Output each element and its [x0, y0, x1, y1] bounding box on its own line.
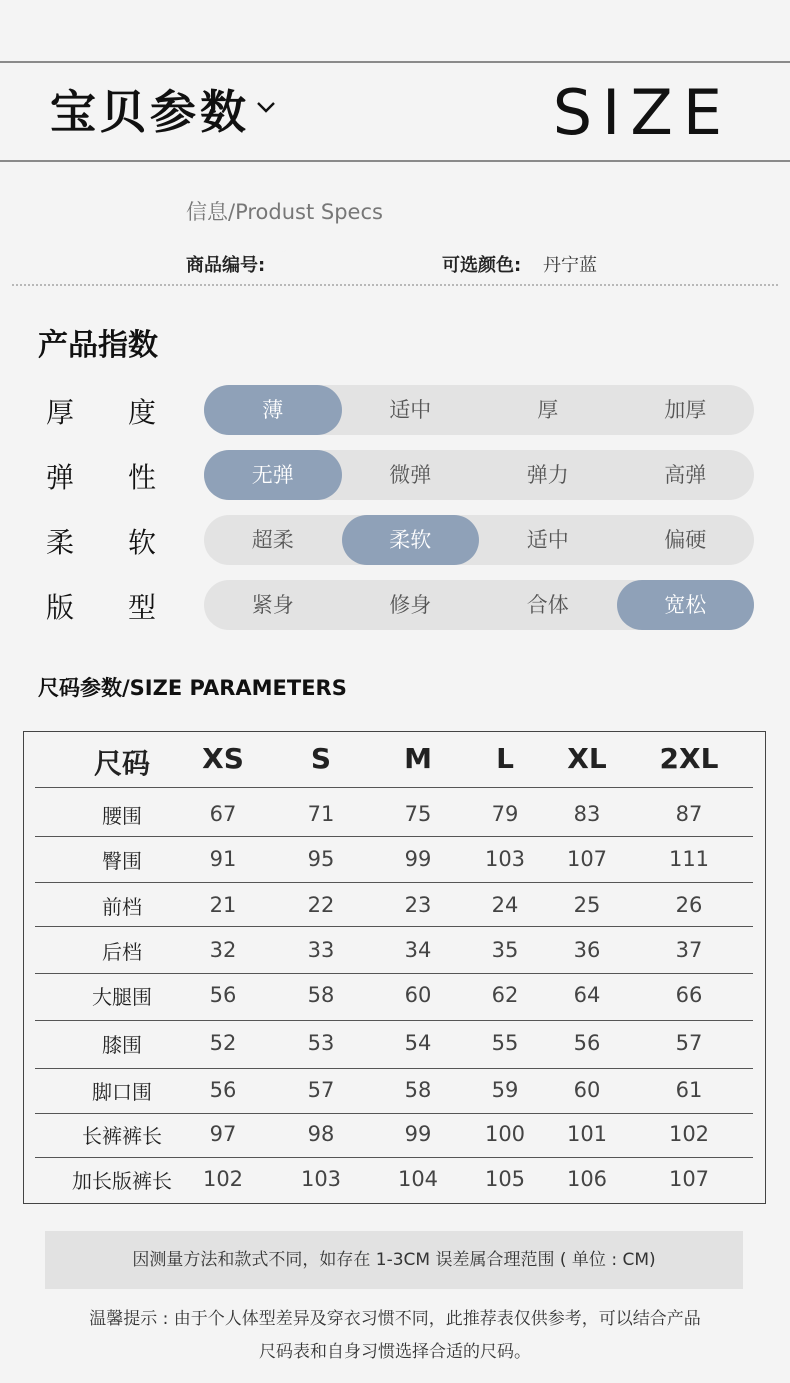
index-row-label-char: 度: [127, 396, 156, 429]
index-row-label-char: 版: [46, 591, 75, 624]
index-option: 合体: [526, 593, 569, 617]
size-value-cell: 111: [668, 847, 710, 871]
size-value-cell: 34: [404, 938, 432, 962]
index-row-label-char: 型: [127, 591, 156, 624]
size-column-header: 2XL: [659, 742, 719, 775]
size-value-cell: 26: [675, 893, 703, 917]
size-value-cell: 37: [675, 938, 703, 962]
size-value-cell: 56: [209, 983, 237, 1007]
index-option-selected: 宽松: [617, 580, 755, 630]
size-table-corner-header: 尺码: [93, 747, 151, 780]
size-value-cell: 102: [202, 1167, 244, 1191]
size-table-row-divider: [35, 1020, 753, 1021]
size-row-label: 臀围: [102, 849, 142, 873]
index-option: 紧身: [251, 593, 294, 617]
size-table-row-divider: [35, 973, 753, 974]
index-row-label: [46, 521, 156, 561]
size-table-row-divider: [35, 1157, 753, 1158]
index-option: 厚: [537, 398, 559, 422]
index-option: 修身: [389, 593, 432, 617]
color-label: 可选颜色:: [442, 255, 522, 276]
header-bottom-divider: [0, 160, 790, 162]
size-value-cell: 91: [209, 847, 237, 871]
size-value-cell: 21: [209, 893, 237, 917]
size-value-cell: 103: [300, 1167, 342, 1191]
size-table-row-divider: [35, 1113, 753, 1114]
size-params-title: 尺码参数/SIZE PARAMETERS: [38, 676, 347, 700]
index-row-label-char: 弹: [46, 461, 75, 494]
size-value-cell: 62: [491, 983, 519, 1007]
index-row-label-char: 性: [127, 461, 156, 494]
size-column-header: S: [310, 742, 332, 775]
size-column-header: L: [496, 742, 514, 775]
size-value-cell: 58: [307, 983, 335, 1007]
specs-title: 信息/Produst Specs: [186, 200, 383, 224]
size-table-row-divider: [35, 926, 753, 927]
index-title: 产品指数: [38, 328, 158, 363]
index-row-label-char: 软: [127, 526, 156, 559]
size-value-cell: 101: [566, 1122, 608, 1146]
size-table-row-divider: [35, 787, 753, 788]
item-no-label: 商品编号:: [186, 255, 266, 276]
size-value-cell: 53: [307, 1031, 335, 1055]
size-column-header: XS: [202, 742, 244, 775]
size-value-cell: 106: [566, 1167, 608, 1191]
index-option-track: [204, 580, 754, 630]
size-row-label: 前档: [102, 895, 142, 919]
size-value-cell: 95: [307, 847, 335, 871]
size-value-cell: 24: [491, 893, 519, 917]
index-option: 适中: [526, 528, 569, 552]
index-option: 超柔: [251, 528, 294, 552]
size-row-label: 脚口围: [92, 1080, 152, 1104]
index-row-label: [46, 586, 156, 626]
index-row-label: [46, 391, 156, 431]
item-no-value-blurred: [282, 254, 362, 284]
size-value-cell: 67: [209, 802, 237, 826]
size-value-cell: 32: [209, 938, 237, 962]
size-value-cell: 98: [307, 1122, 335, 1146]
size-value-cell: 56: [209, 1078, 237, 1102]
size-table-row-divider: [35, 882, 753, 883]
size-value-cell: 107: [668, 1167, 710, 1191]
size-value-cell: 99: [404, 1122, 432, 1146]
index-option: 适中: [389, 398, 432, 422]
size-value-cell: 35: [491, 938, 519, 962]
size-value-cell: 105: [484, 1167, 526, 1191]
size-value-cell: 55: [491, 1031, 519, 1055]
size-row-label: 后档: [102, 940, 142, 964]
size-column-header: XL: [567, 742, 607, 775]
page-title: 宝贝参数: [50, 85, 250, 139]
size-value-cell: 60: [573, 1078, 601, 1102]
index-row-label: [46, 456, 156, 496]
size-column-header: M: [404, 742, 432, 775]
index-option-selected: 柔软: [342, 515, 480, 565]
measure-note: 因测量方法和款式不同，如存在 1-3CM 误差属合理范围 ( 单位 : CM): [45, 1231, 743, 1289]
tip-line-1: 温馨提示 : 由于个人体型差异及穿衣习惯不同，此推荐表仅供参考，可以结合产品: [89, 1309, 701, 1329]
size-value-cell: 59: [491, 1078, 519, 1102]
size-value-cell: 58: [404, 1078, 432, 1102]
size-value-cell: 60: [404, 983, 432, 1007]
size-value-cell: 100: [484, 1122, 526, 1146]
size-value-cell: 75: [404, 802, 432, 826]
size-value-cell: 33: [307, 938, 335, 962]
size-table-row-divider: [35, 836, 753, 837]
size-value-cell: 36: [573, 938, 601, 962]
size-value-cell: 99: [404, 847, 432, 871]
size-value-cell: 56: [573, 1031, 601, 1055]
index-row-label-char: 柔: [46, 526, 75, 559]
index-option-track: [204, 515, 754, 565]
index-option: 高弹: [664, 463, 707, 487]
header-top-divider: [0, 61, 790, 63]
size-value-cell: 64: [573, 983, 601, 1007]
size-value-cell: 57: [675, 1031, 703, 1055]
size-value-cell: 25: [573, 893, 601, 917]
size-value-cell: 66: [675, 983, 703, 1007]
index-option: 偏硬: [664, 528, 707, 552]
specs-dotted-divider: [12, 284, 778, 286]
index-option-track: [204, 385, 754, 435]
chevron-down-icon[interactable]: [255, 96, 277, 118]
size-value-cell: 97: [209, 1122, 237, 1146]
size-value-cell: 87: [675, 802, 703, 826]
index-row-label-char: 厚: [46, 396, 75, 429]
size-row-label: 膝围: [102, 1033, 142, 1057]
color-value: 丹宁蓝: [543, 255, 597, 276]
size-value-cell: 83: [573, 802, 601, 826]
index-option: 加厚: [664, 398, 707, 422]
index-option-track: [204, 450, 754, 500]
index-option: 弹力: [526, 463, 569, 487]
size-table-row-divider: [35, 1068, 753, 1069]
size-value-cell: 79: [491, 802, 519, 826]
size-value-cell: 23: [404, 893, 432, 917]
size-value-cell: 104: [397, 1167, 439, 1191]
size-title: SIZE: [552, 76, 732, 149]
size-value-cell: 54: [404, 1031, 432, 1055]
size-value-cell: 103: [484, 847, 526, 871]
size-row-label: 大腿围: [92, 985, 152, 1009]
tip-line-2: 尺码表和自身习惯选择合适的尺码。: [259, 1342, 531, 1362]
size-row-label: 长裤裤长: [82, 1124, 162, 1148]
size-value-cell: 102: [668, 1122, 710, 1146]
size-row-label: 腰围: [102, 804, 142, 828]
size-value-cell: 22: [307, 893, 335, 917]
size-value-cell: 107: [566, 847, 608, 871]
size-value-cell: 57: [307, 1078, 335, 1102]
size-value-cell: 71: [307, 802, 335, 826]
index-option: 微弹: [389, 463, 432, 487]
size-value-cell: 52: [209, 1031, 237, 1055]
size-row-label: 加长版裤长: [72, 1169, 172, 1193]
index-option-selected: 无弹: [204, 450, 342, 500]
index-option-selected: 薄: [204, 385, 342, 435]
size-value-cell: 61: [675, 1078, 703, 1102]
